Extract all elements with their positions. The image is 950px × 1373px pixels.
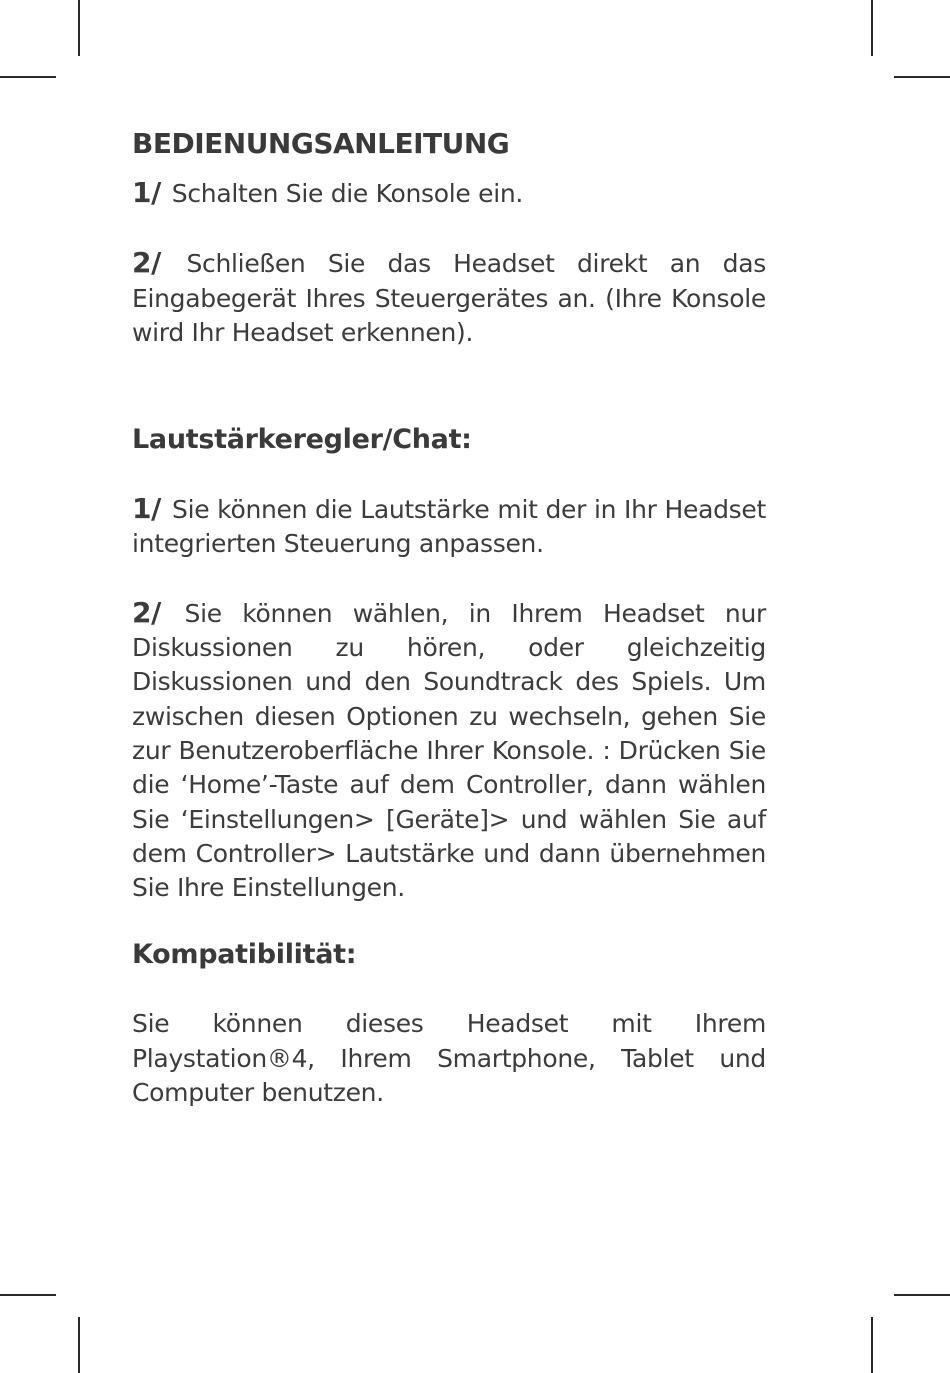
crop-mark-bottom-left-horizontal <box>0 1294 56 1296</box>
compatibility-text: Sie können dieses Headset mit Ihrem Playstation®4, Ihrem Smartphone, Tablet und Computer benutzen. <box>132 1009 766 1108</box>
step-text: Sie können die Lautstärke mit der in Ihr Headset integrierten Steuerung anpassen. <box>132 495 766 559</box>
crop-mark-bottom-right-vertical <box>871 1317 873 1373</box>
compatibility-heading: Kompatibilität: <box>132 939 357 971</box>
crop-mark-top-right-horizontal <box>894 76 950 78</box>
manual-content <box>132 124 766 1110</box>
crop-mark-bottom-right-horizontal <box>894 1294 950 1296</box>
step-number: 2/ <box>132 246 162 280</box>
manual-step-1 <box>132 176 766 211</box>
crop-mark-top-left-vertical <box>78 0 80 56</box>
volume-heading: Lautstärkeregler/Chat: <box>132 424 472 456</box>
volume-step-2 <box>132 596 766 906</box>
step-text: Schließen Sie das Headset direkt an das Eingabegerät Ihres Steuergerätes an. (Ihre Konsole wird Ihr Headset erkennen). <box>132 249 766 347</box>
crop-mark-bottom-left-vertical <box>78 1317 80 1373</box>
step-number: 2/ <box>132 595 162 629</box>
manual-step-2 <box>132 246 766 350</box>
step-text: Schalten Sie die Konsole ein. <box>171 179 524 208</box>
volume-step-1 <box>132 492 766 562</box>
step-number: 1/ <box>132 492 162 526</box>
step-text: Sie können wählen, in Ihrem Headset nur Diskussionen zu hören, oder gleichzeitig Diskussionen und den Soundtrack des Spiels. Um zwischen diesen Optionen zu wechseln, gehen Sie zur Benutzeroberfläche Ihrer Konsole. : Drücken Sie die ‘Home’-Taste auf dem Controller, dann wählen Sie ‘Einstellungen> [Geräte]> und wählen Sie auf dem Controller> Lautstärke und dann übernehmen Sie Ihre Einstellungen. <box>132 598 766 903</box>
step-number: 1/ <box>132 176 162 209</box>
crop-mark-top-right-vertical <box>871 0 873 56</box>
manual-title: BEDIENUNGSANLEITUNG <box>132 127 510 160</box>
crop-mark-top-left-horizontal <box>0 76 56 78</box>
